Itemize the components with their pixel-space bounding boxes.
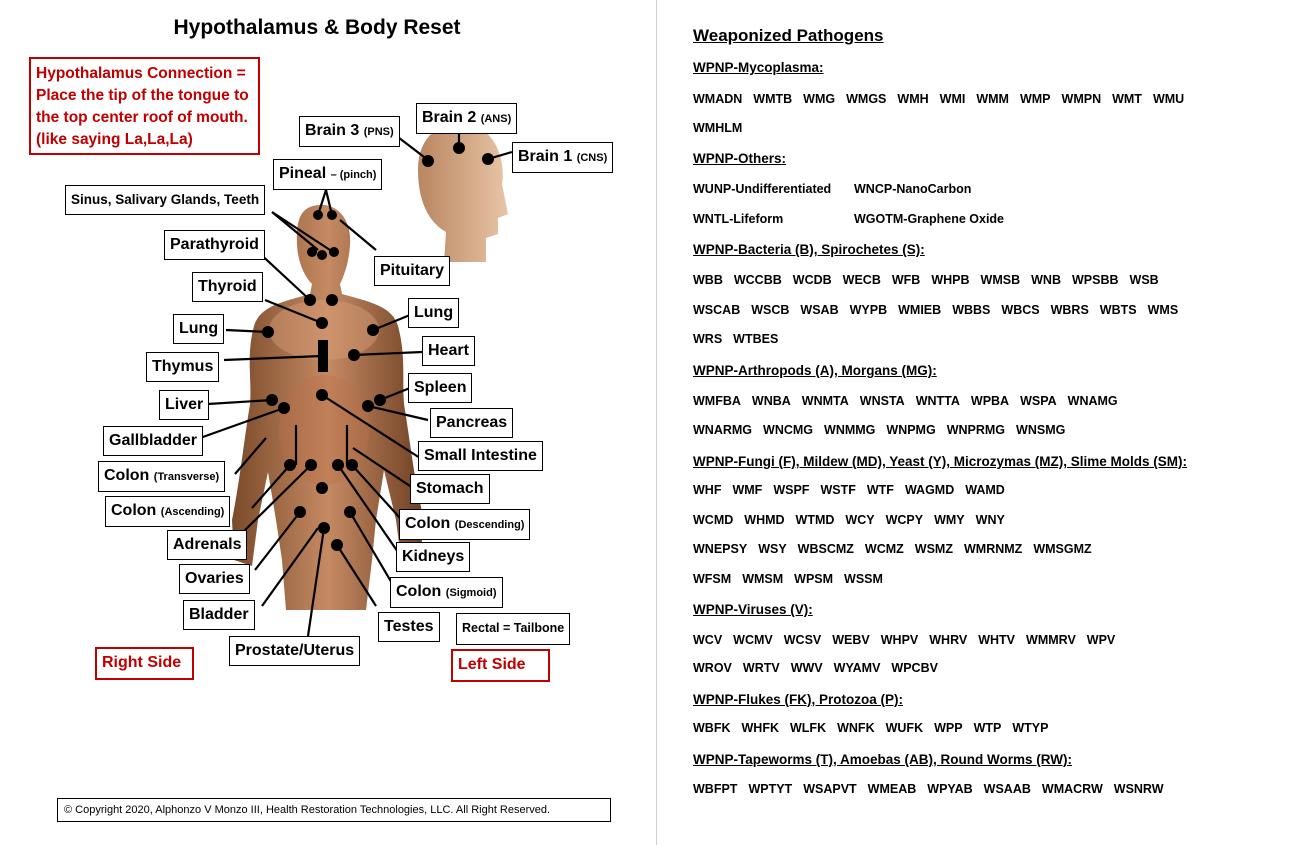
pathogen-code: WPP [934, 721, 963, 735]
pathogen-code: WSAAB [983, 782, 1031, 796]
pathogen-code: WTF [866, 483, 894, 497]
pathogen-code: WSPF [773, 483, 810, 497]
pathogen-code: WCMD [693, 513, 734, 527]
pathogen-code: WNPMG [886, 423, 936, 437]
pathogen-code: WCV [693, 633, 723, 647]
pathogen-code: WMSGMZ [1033, 542, 1092, 556]
code-row [693, 782, 1175, 796]
pathogen-code: WBFPT [693, 782, 738, 796]
pathogen-code: WCDB [792, 273, 832, 287]
pathogen-code: WMTB [753, 92, 793, 106]
pathogen-code: WMGS [846, 92, 887, 106]
label-colon-sigmoid [390, 577, 503, 608]
pathogen-code: WBFK [693, 721, 731, 735]
label-thymus: Thymus [146, 352, 219, 382]
pathogen-code: WMPN [1061, 92, 1102, 106]
label-sub: (ANS) [480, 113, 512, 125]
pathogen-code: WMRNMZ [963, 542, 1023, 556]
pathogen-code: WTP [973, 721, 1002, 735]
pathogen-code: WTMD [795, 513, 835, 527]
pathogen-code: WAMD [965, 483, 1005, 497]
pathogen-code: WSAB [800, 303, 839, 317]
label-prostate-uterus: Prostate/Uterus [229, 636, 360, 666]
pathogen-code: WMS [1147, 303, 1179, 317]
pathogen-code: WAGMD [904, 483, 955, 497]
pathogen-code: WCSV [783, 633, 822, 647]
page-divider [656, 0, 657, 845]
pathogen-code: WCMV [733, 633, 773, 647]
pathogen-code: WNMTA [801, 394, 849, 408]
label-sub: (Descending) [454, 519, 525, 531]
pathogen-code: WSPA [1020, 394, 1057, 408]
label-lung-left: Lung [408, 298, 459, 328]
pathogen-code: WPV [1086, 633, 1116, 647]
pathogen-code: WPSM [794, 572, 834, 586]
left-title: Hypothalamus & Body Reset [173, 16, 461, 39]
pathogen-code: WCCBB [733, 273, 782, 287]
pathogen-code: WNFK [837, 721, 875, 735]
pathogen-code: WMU [1152, 92, 1185, 106]
pathogen-code: WLFK [790, 721, 827, 735]
pathogen-code: WRTV [742, 661, 780, 675]
label-colon-descending [399, 509, 530, 540]
label-text: Colon [104, 467, 150, 484]
pathogen-code: WMG [803, 92, 836, 106]
pathogen-code: WFSM [693, 572, 732, 586]
label-colon-transverse [98, 461, 225, 492]
section-heading: WPNP-Others: [693, 151, 787, 166]
pathogen-code: WSY [758, 542, 787, 556]
section-heading: WPNP-Fungi (F), Mildew (MD), Yeast (Y), Microzymas (MZ), Slime Molds (SM): [693, 454, 1188, 469]
code-row [693, 394, 1129, 408]
pathogen-code: WGOTM-Graphene Oxide [854, 212, 1005, 226]
pathogen-code: WNPRMG [946, 423, 1006, 437]
pathogen-code: WMT [1112, 92, 1142, 106]
code-row [693, 633, 1126, 647]
label-sub: (CNS) [576, 152, 608, 164]
hypothalamus-connection-note: Hypothalamus Connection = Place the tip of the tongue to the top center roof of mouth. (like saying La,La,La) [29, 57, 260, 155]
pathogen-code: WROV [693, 661, 732, 675]
pathogen-code: WECB [842, 273, 881, 287]
label-pancreas: Pancreas [430, 408, 513, 438]
label-gallbladder: Gallbladder [103, 426, 203, 456]
pathogen-code: WMSB [980, 273, 1021, 287]
pathogen-code: WNTL-Lifeform [693, 212, 784, 226]
pathogen-code: WTYP [1012, 721, 1049, 735]
label-testes: Testes [378, 612, 440, 642]
pathogen-code: WSB [1129, 273, 1159, 287]
label-text: Colon [111, 502, 157, 519]
label-text: Brain 1 [518, 148, 573, 165]
label-parathyroid: Parathyroid [164, 230, 265, 260]
label-text: Pineal [279, 165, 327, 182]
pathogen-code: WSSM [844, 572, 883, 586]
code-row [693, 92, 1195, 106]
label-heart: Heart [422, 336, 475, 366]
code-row [693, 121, 753, 135]
section-heading: WPNP-Viruses (V): [693, 602, 813, 617]
section-heading: WPNP-Arthropods (A), Morgans (MG): [693, 363, 937, 378]
pathogen-code: WTBES [733, 332, 779, 346]
pathogen-code: WNTTA [915, 394, 960, 408]
label-adrenals: Adrenals [167, 530, 247, 560]
code-row [693, 661, 949, 675]
copyright-notice: © Copyright 2020, Alphonzo V Monzo III, Health Restoration Technologies, LLC. All Right Reserved. [57, 798, 611, 822]
pathogen-code: WHMD [744, 513, 785, 527]
pathogen-code: WYPB [849, 303, 888, 317]
pathogen-code: WHPB [931, 273, 970, 287]
label-bladder: Bladder [183, 600, 255, 630]
right-side-label: Right Side [95, 647, 194, 680]
code-row [693, 483, 1016, 497]
label-lung-right: Lung [173, 314, 224, 344]
pathogen-code: WBB [693, 273, 723, 287]
pathogen-code: WHTV [978, 633, 1016, 647]
pathogen-code: WSCB [751, 303, 790, 317]
label-text: Brain 3 [305, 122, 360, 139]
pathogen-code: WPSBB [1071, 273, 1119, 287]
pathogen-code: WHPV [880, 633, 919, 647]
pathogen-code: WHRV [929, 633, 968, 647]
pathogen-code: WNBA [751, 394, 791, 408]
code-row [693, 332, 789, 346]
label-sub: (Sigmoid) [445, 587, 497, 599]
label-sub: (Ascending) [160, 506, 225, 518]
pathogen-code: WNEPSY [693, 542, 748, 556]
pathogen-code: WMF [732, 483, 763, 497]
label-sub: (Transverse) [153, 471, 220, 483]
pathogen-code: WNAMG [1067, 394, 1118, 408]
label-pituitary: Pituitary [374, 256, 450, 286]
pathogen-code: WEBV [832, 633, 870, 647]
pathogen-code: WMIEB [898, 303, 942, 317]
pathogen-code: WNB [1031, 273, 1061, 287]
label-brain-3 [299, 116, 400, 147]
pathogen-code: WMMRV [1026, 633, 1076, 647]
label-text: Brain 2 [422, 109, 477, 126]
label-small-intestine: Small Intestine [418, 441, 543, 471]
pathogen-code: WMP [1019, 92, 1051, 106]
section-heading: WPNP-Tapeworms (T), Amoebas (AB), Round Worms (RW): [693, 752, 1072, 767]
pathogen-code: WBSCMZ [797, 542, 854, 556]
pathogen-code: WMFBA [693, 394, 741, 408]
pathogen-code: WNMMG [824, 423, 876, 437]
label-sub: – (pinch) [330, 169, 377, 181]
code-row [693, 303, 1189, 317]
code-row [693, 273, 1170, 287]
code-row [693, 423, 1076, 437]
pathogen-code: WMACRW [1041, 782, 1103, 796]
pathogen-code: WPBA [970, 394, 1010, 408]
label-brain-1 [512, 142, 613, 173]
label-thyroid: Thyroid [192, 272, 263, 302]
label-sinus: Sinus, Salivary Glands, Teeth [65, 185, 265, 215]
pathogen-code: WPYAB [927, 782, 973, 796]
pathogen-code: WNCMG [763, 423, 814, 437]
section-heading: WPNP-Mycoplasma: [693, 60, 824, 75]
pathogen-code: WCMZ [864, 542, 904, 556]
label-text: Colon [405, 515, 451, 532]
pathogen-code: WBRS [1050, 303, 1089, 317]
pathogen-code: WMI [939, 92, 966, 106]
pathogen-code: WMH [897, 92, 929, 106]
pathogen-code: WMM [976, 92, 1009, 106]
pathogen-code: WBTS [1099, 303, 1137, 317]
label-stomach: Stomach [410, 474, 490, 504]
label-spleen: Spleen [408, 373, 472, 403]
pathogen-code: WMHLM [693, 121, 743, 135]
pathogen-code: WHFK [741, 721, 779, 735]
section-heading: WPNP-Bacteria (B), Spirochetes (S): [693, 242, 925, 257]
code-row [693, 721, 1059, 735]
label-rectal: Rectal = Tailbone [456, 613, 570, 645]
section-heading: WPNP-Flukes (FK), Protozoa (P): [693, 692, 903, 707]
pathogen-code: WSAPVT [803, 782, 857, 796]
pathogen-code: WNCP-NanoCarbon [854, 182, 972, 196]
pathogen-code: WMY [934, 513, 965, 527]
pathogen-code: WWV [790, 661, 823, 675]
code-row [693, 572, 894, 586]
pathogen-code: WNSMG [1016, 423, 1066, 437]
pathogen-code: WUNP-Undifferentiated [693, 182, 832, 196]
label-text: Colon [396, 583, 442, 600]
pathogen-code: WNARMG [693, 423, 753, 437]
left-side-label: Left Side [451, 649, 550, 682]
pathogen-code: WBCS [1001, 303, 1040, 317]
pathogen-code: WSCAB [693, 303, 741, 317]
pathogen-code: WNY [975, 513, 1005, 527]
code-row [693, 212, 1015, 226]
label-sub: (PNS) [363, 126, 394, 138]
pathogen-code: WPTYT [748, 782, 793, 796]
pathogen-code: WBBS [952, 303, 991, 317]
pathogen-code: WSNRW [1113, 782, 1164, 796]
pathogen-code: WPCBV [891, 661, 938, 675]
pathogen-code: WRS [693, 332, 723, 346]
pathogen-code: WMADN [693, 92, 743, 106]
label-liver: Liver [159, 390, 209, 420]
label-colon-ascending [105, 496, 230, 527]
pathogen-code: WHF [693, 483, 722, 497]
code-row [693, 182, 982, 196]
label-ovaries: Ovaries [179, 564, 250, 594]
pathogen-code: WMSM [742, 572, 784, 586]
pathogen-code: WNSTA [859, 394, 905, 408]
pathogen-code: WUFK [885, 721, 924, 735]
pathogens-title: Weaponized Pathogens [693, 26, 884, 45]
label-brain-2 [416, 103, 517, 134]
pathogen-code: WCPY [885, 513, 924, 527]
pathogen-code: WSTF [820, 483, 856, 497]
code-row [693, 513, 1016, 527]
pathogen-code: WFB [891, 273, 921, 287]
label-kidneys: Kidneys [396, 542, 470, 572]
code-row [693, 542, 1103, 556]
label-pineal [273, 159, 382, 190]
pathogen-code: WYAMV [833, 661, 881, 675]
pathogen-code: WCY [845, 513, 875, 527]
pathogen-code: WSMZ [914, 542, 953, 556]
pathogen-code: WMEAB [867, 782, 917, 796]
